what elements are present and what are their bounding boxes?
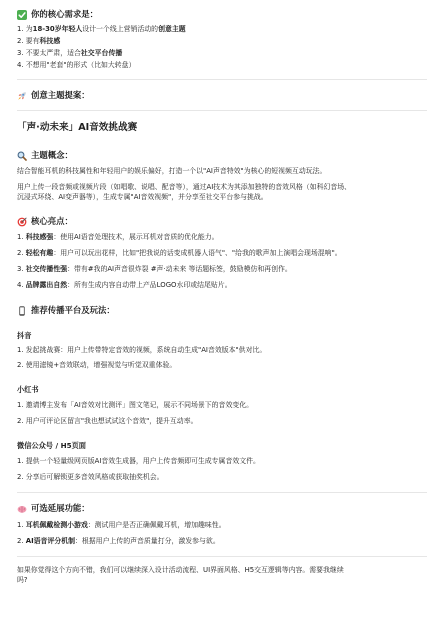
- list-item: 3. 社交传播性强：带有#我的AI声音很炸裂 #声·动未来 等话题标签，鼓励模仿和再创作。: [17, 265, 292, 273]
- divider: [17, 110, 427, 111]
- needs-heading: 你的核心需求是：: [17, 9, 427, 20]
- highlights-list: [17, 233, 427, 290]
- closing-text: 如果你觉得这个方向不错，我们可以继续深入设计活动流程、UI界面风格、H5交互逻辑等内容。需要我继续 吗?: [17, 566, 344, 584]
- platforms-heading: 推荐传播平台及玩法：: [17, 305, 427, 316]
- highlights-heading: 核心亮点：: [17, 216, 427, 227]
- rocket-icon: [17, 91, 27, 101]
- list-item: 4. 品牌露出自然：所有生成内容自动带上产品LOGO水印或结尾贴片。: [17, 281, 232, 289]
- list-item: 1. 提供一个轻量级网页版AI音效生成器，用户上传音频即可生成专属音效文件。: [17, 457, 260, 465]
- extensions-list: [17, 521, 427, 546]
- divider: [17, 556, 427, 557]
- concept-heading: 主题概念：: [17, 150, 427, 161]
- platform-douyin-title: 抖音: [17, 331, 32, 340]
- list-item: 2. 分享后可解锁更多音效风格或获取抽奖机会。: [17, 473, 164, 481]
- list-item: 1. 为18-30岁年轻人设计一个线上营销活动的创意主题: [17, 25, 186, 33]
- list-item: 4. 不想用"老套"的形式（比如大转盘）: [17, 61, 136, 69]
- theme-title: 「声·动未来」AI音效挑战赛: [17, 122, 138, 133]
- check-mark-icon: [17, 10, 27, 20]
- extensions-heading: 可选延展功能：: [17, 503, 427, 514]
- list-item: 2. 用户可评论区留言"我也想试试这个音效"，提升互动率。: [17, 417, 198, 425]
- brain-icon: [17, 504, 27, 514]
- list-item: 1. 科技感强：使用AI语音处理技术，展示耳机对音质的优化能力。: [17, 233, 219, 241]
- target-icon: [17, 217, 27, 227]
- list-item: 1. 发起挑战赛：用户上传带特定音效的视频，系统自动生成"AI音效版本"供对比。: [17, 346, 267, 354]
- platform-douyin-list: [17, 346, 427, 370]
- platform-wechat-list: [17, 457, 427, 482]
- list-item: 3. 不要太严肃，适合社交平台传播: [17, 49, 123, 57]
- magnifier-icon: [17, 151, 27, 161]
- list-item: 2. AI语音评分机制：根据用户上传的声音质量打分，激发参与欲。: [17, 537, 220, 545]
- platform-xhs-title: 小红书: [17, 385, 39, 394]
- needs-list: [17, 25, 427, 70]
- concept-paragraph-1: 结合智能耳机的科技属性和年轻用户的娱乐偏好，打造一个以"AI声音特效"为核心的短视频互动玩法。: [17, 167, 327, 175]
- list-item: 2. 要有科技感: [17, 37, 61, 45]
- list-item: 2. 使用滤镜+音效联动，增强视觉与听觉双重体验。: [17, 361, 177, 369]
- divider: [17, 79, 427, 80]
- list-item: 1. 耳机佩戴检测小游戏：测试用户是否正确佩戴耳机，增加趣味性。: [17, 521, 226, 529]
- divider: [17, 492, 427, 493]
- list-item: 2. 轻松有趣：用户可以玩出花样，比如"把我说的话变成机器人语气"、"给我的歌声加上演唱会现场混响"。: [17, 249, 342, 257]
- platform-xhs-list: [17, 401, 427, 426]
- platform-wechat-title: 微信公众号 / H5页面: [17, 441, 86, 450]
- proposal-heading: 创意主题提案：: [17, 90, 427, 101]
- phone-icon: [17, 306, 27, 316]
- concept-paragraph-2: 用户上传一段音频或视频片段（如唱歌、说唱、配音等），通过AI技术为其添加独特的音效风格（如科幻音场、 沉浸式环绕、AI变声器等），生成专属"AI音效视频"，并分享至社交平台参与挑战。: [17, 183, 352, 201]
- list-item: 1. 邀请博主发布「AI音效对比测评」图文笔记，展示不同场景下的音效变化。: [17, 401, 254, 409]
